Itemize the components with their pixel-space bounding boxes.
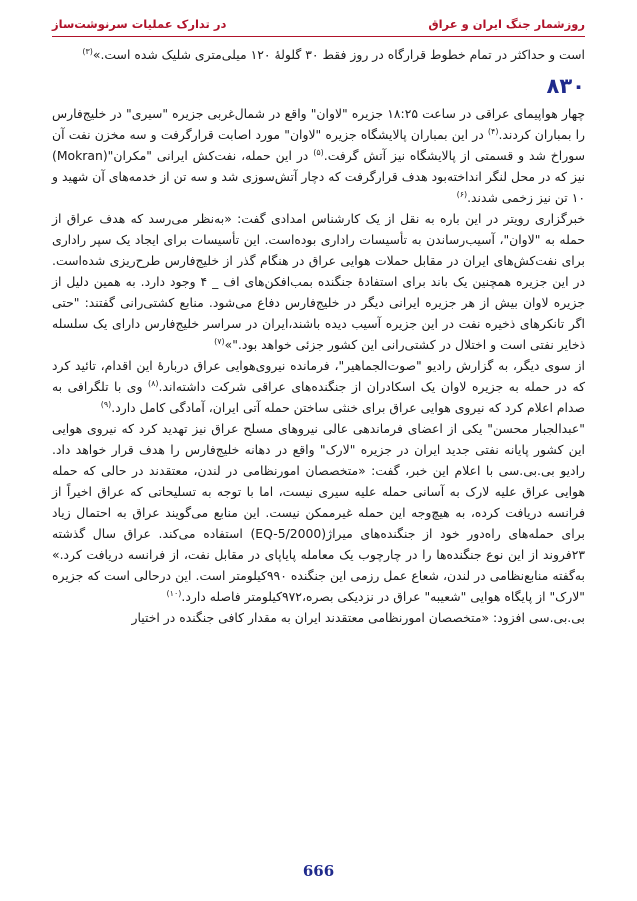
page-content [52,44,585,628]
page-number: 666 [302,862,335,880]
entry-number: ۸۳۰ [546,74,585,98]
section-title: در تدارک عملیات سرنوشت‌ساز [52,17,227,31]
paragraph-larak-threat: "عبدالجبار محسن" یکی از اعضای فرماندهی عالی نیروهای مسلح عراق نیز تهدید کرد که نیروی هوایی این کشور پایانه نفتی جدید ایران در جزیره "لارک" واقع در دهانه خلیج‌فارس را هدف قرار خواهد داد. رادیو بی.بی.سی با اعلام این خبر، گفت: «متخصصان امورنظامی در لندن، معتقدند در حالی که حمله هوایی عراق علیه لارک به آسانی حمله علیه سیری نیست، اما با توجه به تسلیحاتی که عراق اخیراً از فرانسه دریافت کرده، به هیچ‌وجه این حمله غیرممکن نیست. این منابع می‌گویند عراق به احتمال زیاد برای حمله‌های راه‌دور خود از جنگنده‌های میراژ(EQ-5/2000) استفاده می‌کند. عراق سال گذشته ۲۳فروند از این نوع جنگنده‌ها را در چارچوب یک معامله پایاپای در مقابل نفت، از فرانسه دریافت کرد.» به‌گفته منابع‌نظامی در لندن، شعاع عمل رزمی این جنگنده ۹۹۰کیلومتر است. این درحالی است که جزیره "لارک" از پایگاه هوایی "شعیبه" عراق در نزدیکی بصره،۹۷۲کیلومتر فاصله دارد.$^{(۱۰)}$ [52,421,586,604]
footnote-ref: (۹) [100,399,112,409]
footnote-ref: (۵) [313,147,324,157]
footnote-ref: (۸) [147,378,159,388]
paragraph-iraqi-radio: از سوی دیگر، به گزارش رادیو "صوت‌الجماهیر"، فرمانده نیروی‌هوایی عراق دربارۀ این اقدام، تائید کرد که در حمله به جزیره لاوان یک اسکادران از جنگنده‌های عراقی شرکت داشته‌اند.$^{(۸)}$ وی با تلگرافی به صدام اعلام کرد که نیروی هوایی عراق برای خنثی ساختن حمله آتی ایران، آمادگی کامل دارد.$^{(۹)}$ [52,358,585,415]
footnote-ref: (۳) [82,46,93,56]
running-header [52,12,585,36]
paragraph-reuters: خبرگزاری رویتر در این باره به نقل از یک کارشناس امدادی گفت: «به‌نظر می‌رسد که هدف عراق از حمله به "لاوان"، آسیب‌رساندن به تأسیسات راداری بوده‌است. این تأسیسات برای ایجاد یک سپر راداری برای نفت‌کش‌های ایران در مقابل حملات هوایی عراق در هنگام گذر از خلیج‌فارس طرح‌ریزی شده‌است. در این جزیره همچنین یک باند برای استفادۀ جنگنده بمب‌افکن‌های اف _ ۴ وجود دارد. به همین دلیل از جزیره لاوان بیش از هر جزیره ایرانی دیگر در خلیج‌فارس دفاع می‌شود. منابع کشتی‌رانی گفتند: "حتی اگر تانکرهای ذخیره نفت در این جزیره آسیب دیده باشند،ایران در سراسر خلیج‌فارس دارای یک سلسله ذخایر نفتی است و اختلال در کشتی‌رانی این کشور جزئی خواهد بود."»$^{(۷)}$ [52,211,585,352]
intro-paragraph: است و حداکثر در تمام خطوط قرارگاه در روز فقط ۳۰ گلولۀ ۱۲۰ میلی‌متری شلیک شده است.»$^{(۳)}$ [82,46,585,62]
paragraph-bbc: بی.بی.سی افزود: «متخصصان امورنظامی معتقدند ایران به مقدار کافی جنگنده در اختیار [131,610,585,625]
footnote-ref: (۷) [214,336,225,346]
footnote-ref: (۴) [487,126,499,136]
book-title: روزشمار جنگ ایران و عراق [428,17,585,31]
footnote-ref: (۶) [456,189,468,199]
footnote-ref: (۱۰) [166,588,182,598]
header-rule [52,36,585,37]
paragraph-lavan-attack: چهار هواپیمای عراقی در ساعت ۱۸:۲۵ جزیره "لاوان" واقع در شمال‌غربی جزیره "سیری" در خلیج‌فارس را بمباران کردند.$^{(۴)}$ در این بمباران پالایشگاه جزیره "لاوان" مورد اصابت قرارگرفت و سه مخزن نفت آن سوراخ شد و قسمتی از پالایشگاه نیز آتش گرفت.$^{(۵)}$ در این حمله، نفت‌کش ایرانی "مکران"(Mokran) نیز که در محل لنگر انداخته‌بود هدف قرارگرفت که دچار آتش‌سوزی شد و سه تن از خدمه‌های آن شهید و ۱۰ تن نیز زخمی شدند.$^{(۶)}$ [52,106,585,205]
